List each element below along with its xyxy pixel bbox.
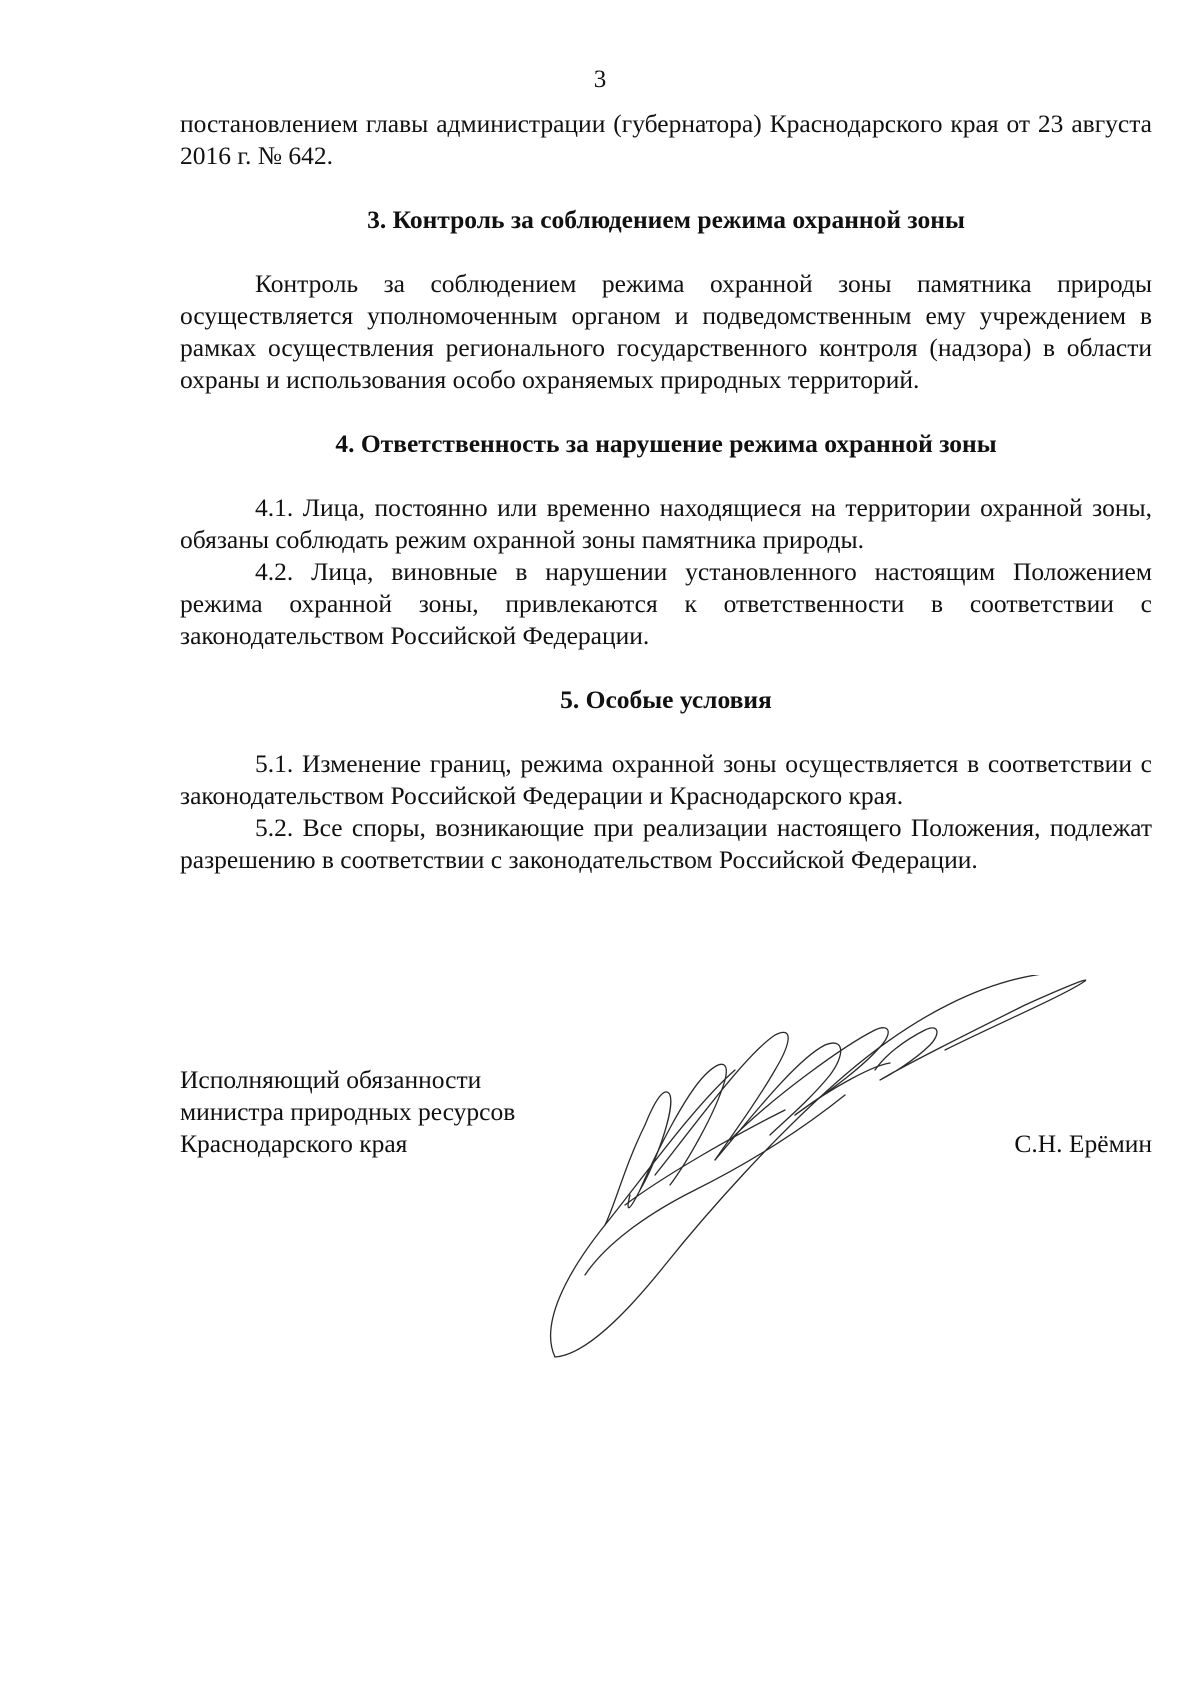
section-3-heading: 3. Контроль за соблюдением режима охранной зоны xyxy=(367,205,965,234)
signatory-title xyxy=(180,1064,600,1160)
section-5-paragraph-2: 5.2. Все споры, возникающие при реализации настоящего Положения, подлежат разрешению в соответствии с законодательством Российской Федерации. xyxy=(180,813,1152,874)
section-5-paragraph-1: 5.1. Изменение границ, режима охранной зоны осуществляется в соответствии с законодательством Российской Федерации и Краснодарского края. xyxy=(180,749,1152,810)
section-4-heading: 4. Ответственность за нарушение режима охранной зоны xyxy=(335,429,997,458)
signatory-title-line-3: Краснодарского края xyxy=(180,1129,408,1158)
signatory-title-line-1: Исполняющий обязанности xyxy=(180,1065,482,1094)
document-body xyxy=(180,108,1152,876)
intro-paragraph: постановлением главы администрации (губернатора) Краснодарского края от 23 августа 2016 г. № 642. xyxy=(180,109,1152,170)
signatory-title-line-2: министра природных ресурсов xyxy=(180,1097,516,1126)
section-4-paragraph-1: 4.1. Лица, постоянно или временно находящиеся на территории охранной зоны, обязаны соблюдать режим охранной зоны памятника природы. xyxy=(180,493,1152,554)
page-number: 3 xyxy=(593,66,607,93)
handwritten-signature xyxy=(545,975,1145,1370)
section-3-paragraph: Контроль за соблюдением режима охранной зоны памятника природы осуществляется уполномоченным органом и подведомственным ему учреждением в рамках осуществления регионального государственного контроля (надзора) в области охраны и использования особо охраняемых природных территорий. xyxy=(180,269,1152,394)
section-5-heading: 5. Особые условия xyxy=(560,685,772,714)
section-4-paragraph-2: 4.2. Лица, виновные в нарушении установленного настоящим Положением режима охранной зоны, привлекаются к ответственности в соответствии с законодательством Российской Федерации. xyxy=(180,557,1152,650)
signatory-name: С.Н. Ерёмин xyxy=(1014,1129,1152,1158)
